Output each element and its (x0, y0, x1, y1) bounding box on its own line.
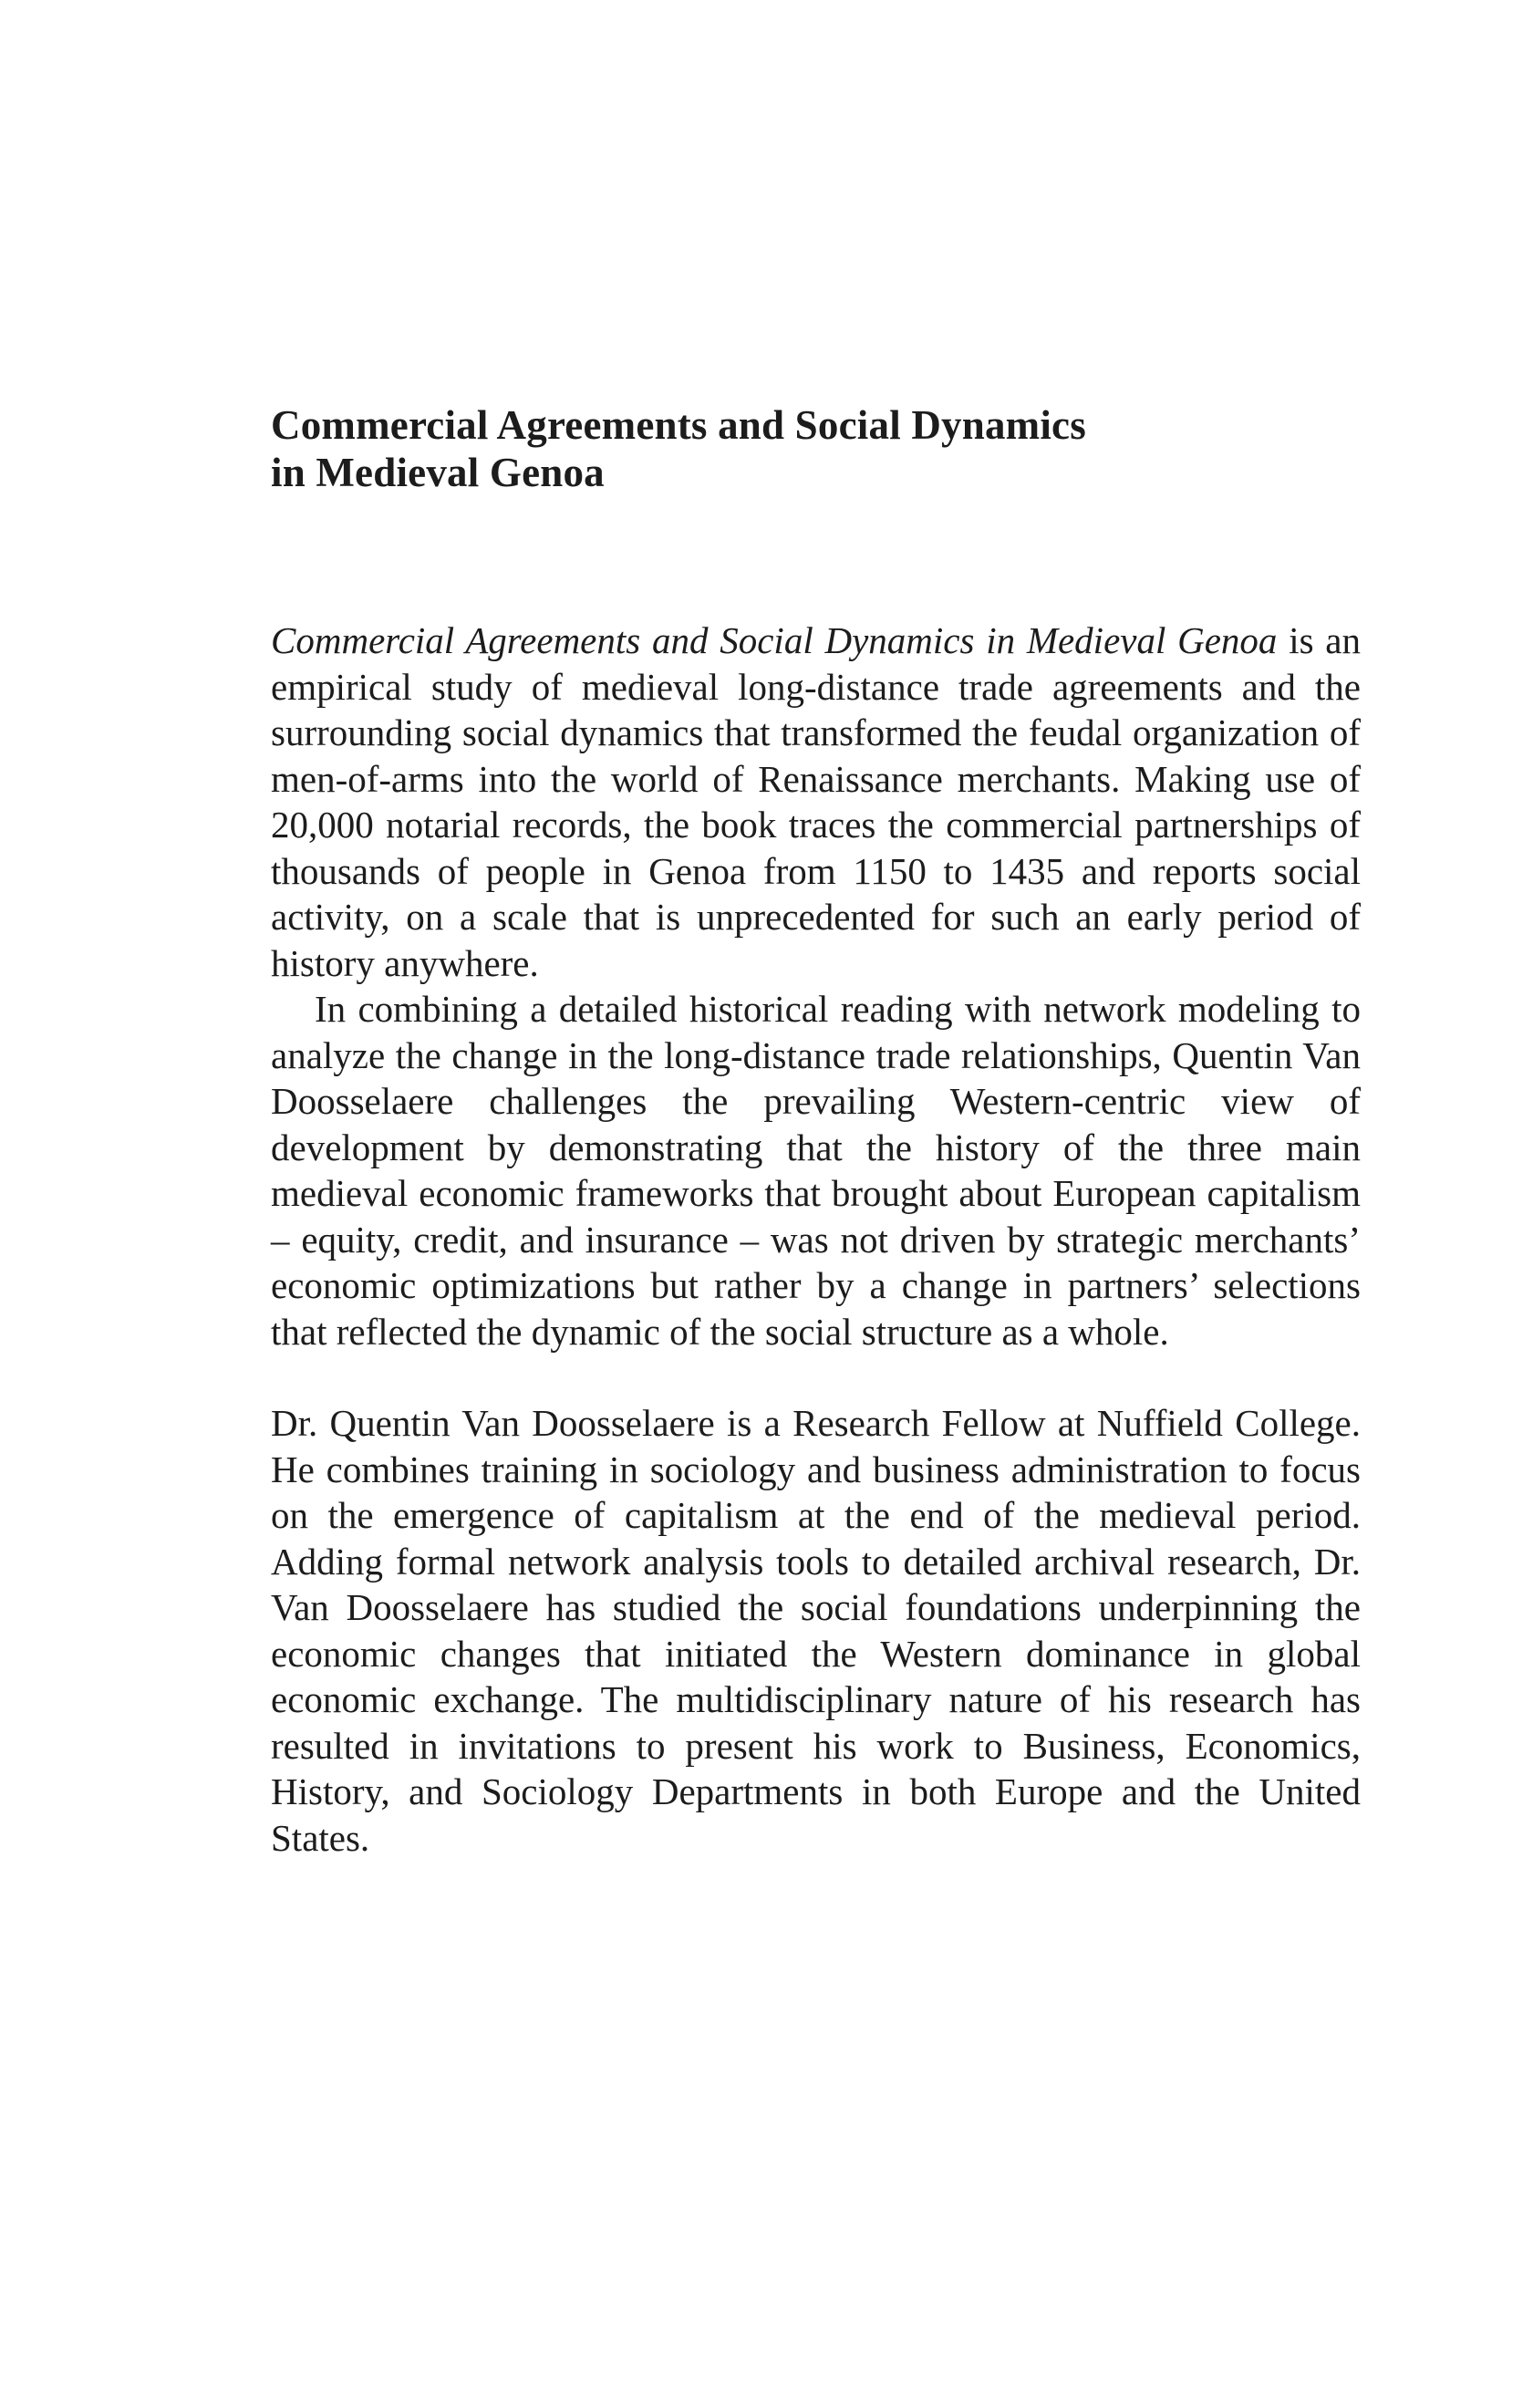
author-bio-paragraph: Dr. Quentin Van Doosselaere is a Research Fellow at Nuffield College. He combines training in sociology and business administration to focus on the emergence of capitalism at the end of the medieval period. Adding formal network analysis tools to detailed archival research, Dr. Van Doosselaere has studied the social foundations underpinning the economic changes that initiated the Western dominance in global economic exchange. The multidisciplinary nature of his research has resulted in invitations to present his work to Business, Economics, History, and Sociology Departments in both Europe and the United States. (271, 1402, 1361, 1859)
summary-paragraph-2: In combining a detailed historical reading with network modeling to analyze the change in the long-distance trade relationships, Quentin Van Doosselaere challenges the prevailing Western-centric view of development by demonstrating that the history of the three main medieval economic frameworks that brought about European capitalism – equity, credit, and insurance – was not driven by strategic merchants’ economic optimizations but rather by a change in partners’ selections that reflected the dynamic of the social structure as a whole. (271, 988, 1361, 1353)
author-bio (271, 1400, 1361, 1861)
book-title (271, 401, 1361, 496)
book-title-line-1: Commercial Agreements and Social Dynamics (271, 402, 1086, 448)
book-blurb-page (271, 401, 1361, 1861)
book-summary (271, 618, 1361, 1354)
book-title-line-2: in Medieval Genoa (271, 450, 605, 495)
summary-book-title-italic: Commercial Agreements and Social Dynamics in Medieval Genoa (271, 619, 1278, 661)
summary-paragraph-1-text: is an empirical study of medieval long-distance trade agreements and the surrounding social dynamics that transformed the feudal organization of men-of-arms into the world of Renaissance merchants. Making use of 20,000 notarial records, the book traces the commercial partnerships of thousands of people in Genoa from 1150 to 1435 and reports social activity, on a scale that is unprecedented for such an early period of history anywhere. (271, 619, 1361, 984)
summary-paragraph-1 (271, 618, 1361, 986)
